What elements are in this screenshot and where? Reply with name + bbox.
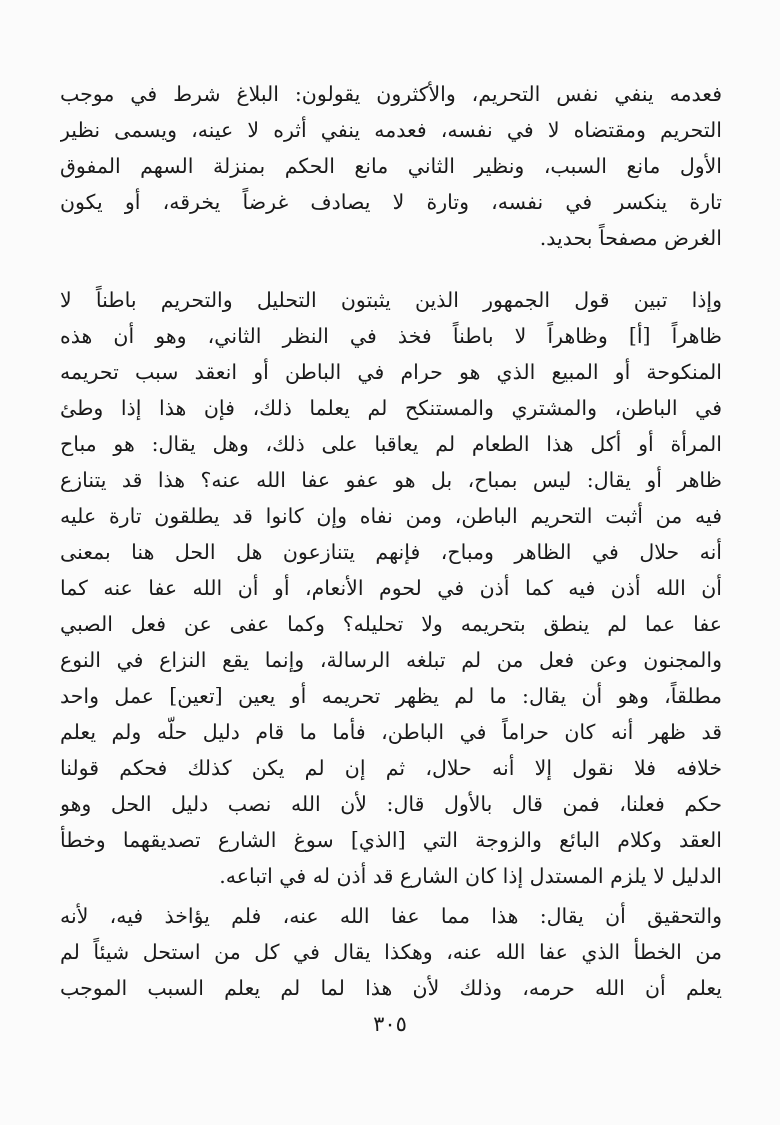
text-line: فعدمه ينفي نفس التحريم، والأكثرون يقولون: البلاغ شرط في موجب — [60, 82, 722, 106]
text-line: العقد وكلام البائع والزوجة التي [الذي] سوغ الشارع تصديقهما وخطأ — [60, 828, 722, 852]
text-line: قد ظهر أنه كان حراماً في الباطن، فأما ما قام دليل حلّه ولم يعلم — [60, 720, 722, 744]
text-line: أنه حلال في الظاهر ومباح، فإنهم يتنازعون هل الحل هنا بمعنى — [60, 540, 722, 564]
page-number: ٣٠٥ — [373, 1012, 407, 1036]
text-line: ظاهر أو يقال: ليس بمباح، بل هو عفو عفا الله عنه؟ هذا قد يتنازع — [60, 468, 722, 492]
text-line: والتحقيق أن يقال: هذا مما عفا الله عنه، فلم يؤاخذ فيه، لأنه — [60, 904, 722, 928]
text-line: الغرض مصفحاً بحديد. — [539, 226, 722, 250]
text-line: الدليل لا يلزم المستدل إذا كان الشارع قد أذن له في اتباعه. — [219, 864, 722, 888]
text-line: وإذا تبين قول الجمهور الذين يثبتون التحليل والتحريم باطناً لا — [60, 288, 722, 312]
text-line: تارة ينكسر في نفسه، وتارة لا يصادف غرضاً يخرقه، أو يكون — [60, 190, 722, 214]
text-line: والمجنون وعن فعل من لم تبلغه الرسالة، وإنما يقع النزاع في النوع — [60, 648, 722, 672]
text-line: يعلم أن الله حرمه، وذلك لأن هذا لما لم يعلم السبب الموجب — [60, 976, 722, 1000]
text-line: الأول مانع السبب، ونظير الثاني مانع الحكم بمنزلة السهم المفوق — [60, 154, 722, 178]
text-line: أن الله أذن فيه كما أذن في لحوم الأنعام، أو أن الله عفا عنه كما — [60, 576, 722, 600]
text-line: مطلقاً، وهو أن يقال: ما لم يظهر تحريمه أو يعين [تعين] عمل واحد — [60, 684, 722, 708]
paragraph-2 — [60, 282, 722, 894]
text-line: في الباطن، والمشتري والمستنكح لم يعلما ذلك، فإن هذا إذا وطئ — [60, 396, 722, 420]
text-line: المرأة أو أكل هذا الطعام لم يعاقبا على ذلك، وهل يقال: هو مباح — [60, 432, 722, 456]
paragraph-3 — [60, 898, 722, 1006]
text-line: التحريم ومقتضاه لا في نفسه، فعدمه ينفي أثره لا عينه، ويسمى نظير — [60, 118, 722, 142]
text-line: عفا عما لم ينطق بتحريمه ولا تحليله؟ وكما عفى عن فعل الصبي — [60, 612, 722, 636]
text-line: من الخطأ الذي عفا الله عنه، وهكذا يقال في كل من استحل شيئاً لم — [60, 940, 722, 964]
paragraph-1 — [60, 76, 722, 256]
text-line: المنكوحة أو المبيع الذي هو حرام في الباطن أو انعقد سبب تحريمه — [60, 360, 722, 384]
text-line: حكم فعلنا، فمن قال بالأول قال: لأن الله نصب دليل الحل وهو — [60, 792, 722, 816]
text-line: فيه من أثبت التحريم الباطن، ومن نفاه وإن كانوا قد يطلقون تارة عليه — [60, 504, 722, 528]
text-line: خلافه فلا نقول إلا أنه حلال، ثم إن لم يكن كذلك فحكم قولنا — [60, 756, 722, 780]
text-line: ظاهراً [أ] وظاهراً لا باطناً فخذ في النظر الثاني، وهو أن هذه — [60, 324, 722, 348]
